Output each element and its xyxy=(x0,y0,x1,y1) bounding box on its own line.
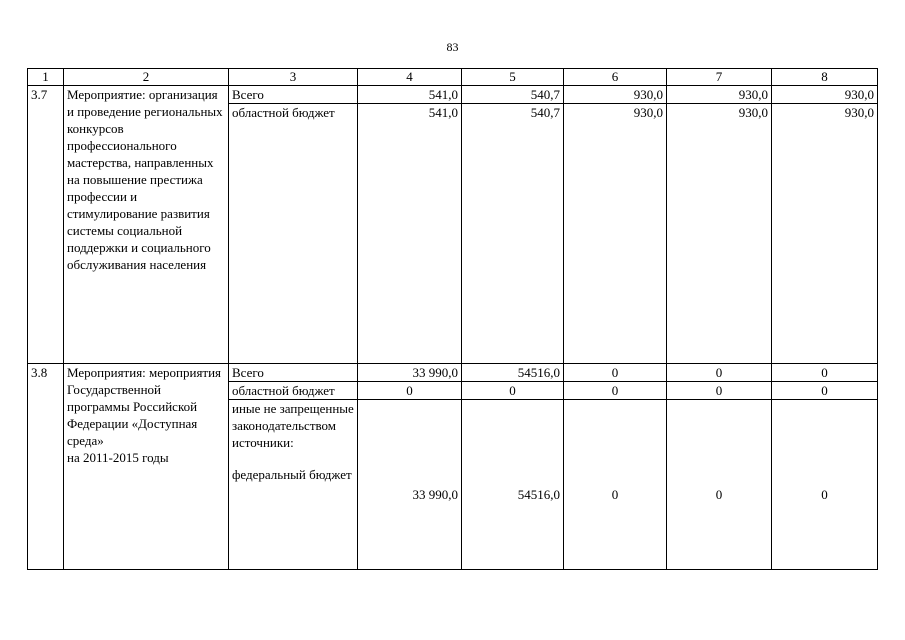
header-col-4: 4 xyxy=(358,69,462,86)
funding-source: Всего xyxy=(229,364,358,382)
funding-source: областной бюджет xyxy=(229,382,358,400)
value-col-7: 0 xyxy=(667,400,772,570)
event-description-main: Мероприятия: мероприятия Государственной программы Российской Федерации «Доступная среда» xyxy=(67,365,222,448)
value-col-4: 33 990,0 xyxy=(358,400,462,570)
event-description-period: на 2011-2015 годы xyxy=(67,450,169,465)
value-col-4: 541,0 xyxy=(358,104,462,364)
value-col-6: 930,0 xyxy=(564,104,667,364)
value-col-8: 0 xyxy=(772,400,878,570)
header-col-7: 7 xyxy=(667,69,772,86)
value-col-6: 0 xyxy=(564,364,667,382)
other-sources-label: иные не запрещенные законодательством источники: xyxy=(232,401,354,450)
table-row xyxy=(28,364,878,382)
event-description xyxy=(64,364,229,570)
value-col-4: 541,0 xyxy=(358,86,462,104)
row-number: 3.7 xyxy=(28,86,64,364)
value-col-6: 0 xyxy=(564,400,667,570)
value-col-4: 33 990,0 xyxy=(358,364,462,382)
header-col-3: 3 xyxy=(229,69,358,86)
value-col-6: 0 xyxy=(564,382,667,400)
page-number: 83 xyxy=(446,40,459,54)
funding-source: областной бюджет xyxy=(229,104,358,364)
value-col-5: 54516,0 xyxy=(462,400,564,570)
funding-source: Всего xyxy=(229,86,358,104)
value-col-6: 930,0 xyxy=(564,86,667,104)
header-col-5: 5 xyxy=(462,69,564,86)
federal-budget-label: федеральный бюджет xyxy=(232,467,352,482)
table-row xyxy=(28,86,878,104)
value-col-8: 930,0 xyxy=(772,104,878,364)
header-col-2: 2 xyxy=(64,69,229,86)
header-col-8: 8 xyxy=(772,69,878,86)
value-col-8: 0 xyxy=(772,364,878,382)
budget-table xyxy=(27,68,878,570)
value-col-4: 0 xyxy=(358,382,462,400)
row-number: 3.8 xyxy=(28,364,64,570)
value-col-7: 0 xyxy=(667,382,772,400)
value-col-5: 0 xyxy=(462,382,564,400)
event-description: Мероприятие: организация и проведение региональных конкурсов профессионального мастерства, направленных на повышение престижа профессии и стимулирование развития системы социальной поддержки и социального обслуживания населения xyxy=(64,86,229,364)
value-col-7: 930,0 xyxy=(667,86,772,104)
value-col-7: 930,0 xyxy=(667,104,772,364)
header-col-6: 6 xyxy=(564,69,667,86)
funding-source-other xyxy=(229,400,358,570)
value-col-5: 540,7 xyxy=(462,86,564,104)
value-col-8: 930,0 xyxy=(772,86,878,104)
value-col-7: 0 xyxy=(667,364,772,382)
header-col-1: 1 xyxy=(28,69,64,86)
value-col-5: 540,7 xyxy=(462,104,564,364)
value-col-5: 54516,0 xyxy=(462,364,564,382)
value-col-8: 0 xyxy=(772,382,878,400)
header-row xyxy=(28,69,878,86)
